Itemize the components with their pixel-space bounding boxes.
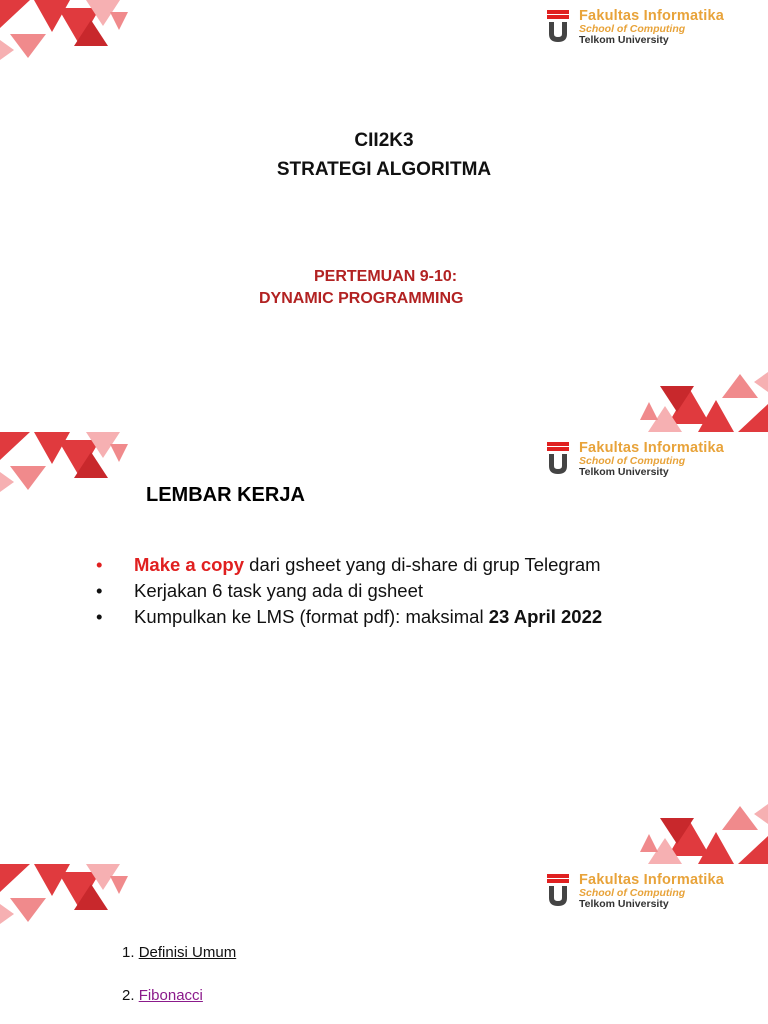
list-item xyxy=(96,554,602,580)
list-item-text: dari gsheet yang di-share di grup Telegram xyxy=(244,554,601,575)
topic-link-definisi-umum[interactable]: Definisi Umum xyxy=(138,944,237,961)
logo-school-name: School of Computing xyxy=(579,23,686,35)
logo-university-name: Telkom University xyxy=(579,466,669,478)
topic-link-fibonacci[interactable]: Fibonacci xyxy=(138,987,203,1004)
bullet-marker: • xyxy=(96,554,103,575)
decorative-triangles-bottom-right xyxy=(638,370,768,432)
topic-label: DYNAMIC PROGRAMMING xyxy=(259,290,464,307)
logo-faculty-name: Fakultas Informatika xyxy=(579,440,725,456)
worksheet-title: LEMBAR KERJA xyxy=(146,484,305,506)
bullet-marker: • xyxy=(96,580,103,601)
logo-faculty-name: Fakultas Informatika xyxy=(579,8,725,24)
list-item-text: Kerjakan 6 task yang ada di gsheet xyxy=(134,580,423,601)
faculty-logo xyxy=(546,8,761,48)
telkom-university-emblem-icon xyxy=(546,440,576,476)
course-name: STRATEGI ALGORITMA xyxy=(276,159,492,180)
highlight-text: Make a copy xyxy=(134,554,245,575)
decorative-triangles-top-left xyxy=(0,864,130,926)
telkom-university-emblem-icon xyxy=(546,8,576,44)
logo-university-name: Telkom University xyxy=(579,34,669,46)
decorative-triangles-top-left xyxy=(0,0,130,62)
slide-contents xyxy=(0,864,768,1024)
decorative-triangles-top-left xyxy=(0,432,130,494)
slide-title xyxy=(0,0,768,432)
decorative-triangles-bottom-right xyxy=(638,802,768,864)
logo-faculty-name: Fakultas Informatika xyxy=(579,872,725,888)
list-item xyxy=(96,606,602,632)
instruction-list xyxy=(96,554,602,632)
slide-worksheet xyxy=(0,432,768,864)
list-item-text: Kumpulkan ke LMS (format pdf): maksimal xyxy=(134,606,489,627)
list-item xyxy=(122,987,203,1004)
item-number: 1. xyxy=(122,944,135,961)
item-number: 2. xyxy=(122,987,135,1004)
telkom-university-emblem-icon xyxy=(546,872,576,908)
faculty-logo xyxy=(546,872,761,912)
faculty-logo xyxy=(546,440,761,480)
course-code: CII2K3 xyxy=(354,130,414,151)
list-item xyxy=(96,580,602,606)
bullet-marker: • xyxy=(96,606,103,627)
logo-school-name: School of Computing xyxy=(579,455,686,467)
list-item xyxy=(122,944,236,961)
deadline-date: 23 April 2022 xyxy=(488,606,603,627)
meeting-label: PERTEMUAN 9-10: xyxy=(314,268,458,285)
logo-school-name: School of Computing xyxy=(579,887,686,899)
logo-university-name: Telkom University xyxy=(579,898,669,910)
